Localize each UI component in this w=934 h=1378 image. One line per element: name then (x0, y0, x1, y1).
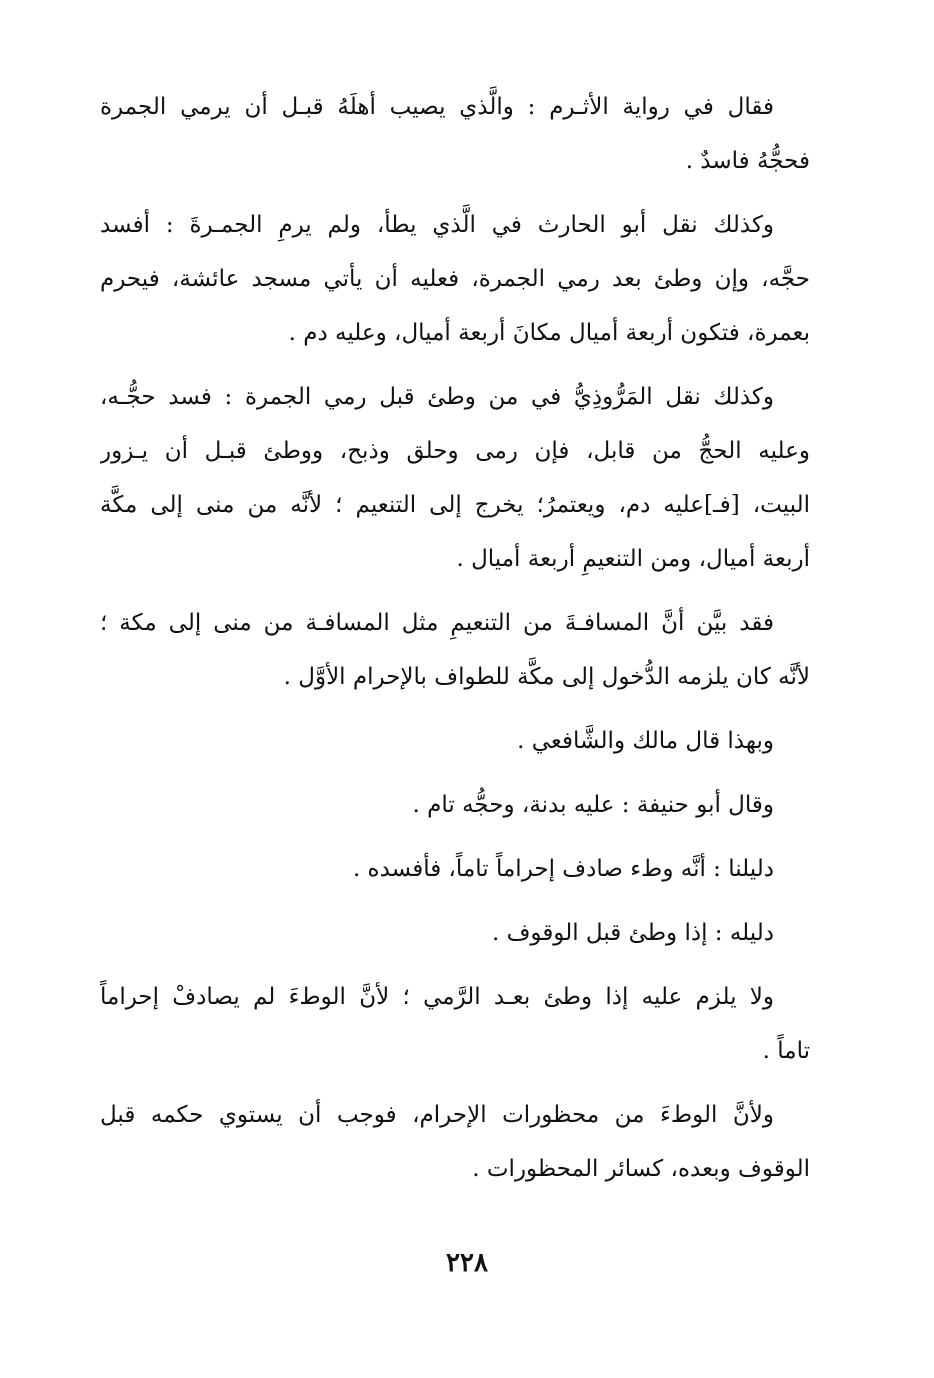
text-line: ولا يلزم عليه إذا وطئ بعـد الرَّمي ؛ لأنَّ الوطءَ لم يصادفْ إحراماً (100, 984, 774, 1010)
text-line: دليله : إذا وطئ قبل الوقوف . (491, 920, 774, 946)
text-line: فحجُّهُ فاسدٌ . (685, 148, 810, 174)
text-line: الوقوف وبعده، كسائر المحظورات . (472, 1156, 810, 1182)
page-number: ٢٢٨ (446, 1248, 488, 1278)
text-line: البيت، [فـ]عليه دم، ويعتمرُ؛ يخرج إلى التنعيم ؛ لأنَّه من منى إلى مكَّة (100, 492, 810, 518)
text-line: أربعة أميال، ومن التنعيمِ أربعة أميال . (456, 546, 810, 572)
text-line: فقال في رواية الأثـرم : والَّذي يصيب أهلَهُ قبـل أن يرمي الجمرة (100, 94, 774, 120)
text-line: فقد بيَّن أنَّ المسافـةَ من التنعيمِ مثل المسافـة من منى إلى مكة ؛ (100, 610, 774, 636)
text-line: وكذلك نقل المَرُّوذِيُّ في من وطئ قبل رمي الجمرة : فسد حجُّـه، (100, 384, 774, 410)
text-line: وقال أبو حنيفة : عليه بدنة، وحجُّه تام . (412, 792, 774, 818)
paragraph (100, 370, 810, 586)
paragraph (100, 714, 810, 768)
paragraph (100, 842, 810, 896)
text-line: ولأنَّ الوطءَ من محظورات الإحرام، فوجب أن يستوي حكمه قبل (100, 1102, 774, 1128)
text-line: دليلنا : أنَّه وطء صادف إحراماً تاماً، فأفسده . (352, 856, 774, 882)
text-line: لأنَّه كان يلزمه الدُّخول إلى مكَّة للطواف بالإحرام الأوَّل . (283, 664, 810, 690)
text-line: حجَّه، وإن وطئ بعد رمي الجمرة، فعليه أن يأتي مسجد عائشة، فيحرم (100, 266, 810, 292)
text-line: تاماً . (762, 1038, 810, 1064)
text-line: وبهذا قال مالك والشَّافعي . (517, 728, 774, 754)
paragraph (100, 596, 810, 704)
text-line: بعمرة، فتكون أربعة أميال مكانَ أربعة أميال، وعليه دم . (288, 320, 810, 346)
text-line: وكذلك نقل أبو الحارث في الَّذي يطأ، ولم يرمِ الجمـرةَ : أفسد (100, 212, 774, 238)
paragraph (100, 80, 810, 188)
text-line: وعليه الحجُّ من قابل، فإن رمى وحلق وذبح، ووطئ قبـل أن يـزور (100, 438, 810, 464)
paragraph (100, 778, 810, 832)
paragraph (100, 906, 810, 960)
paragraph (100, 970, 810, 1078)
document-body (100, 80, 810, 1206)
paragraph (100, 1088, 810, 1196)
paragraph (100, 198, 810, 360)
